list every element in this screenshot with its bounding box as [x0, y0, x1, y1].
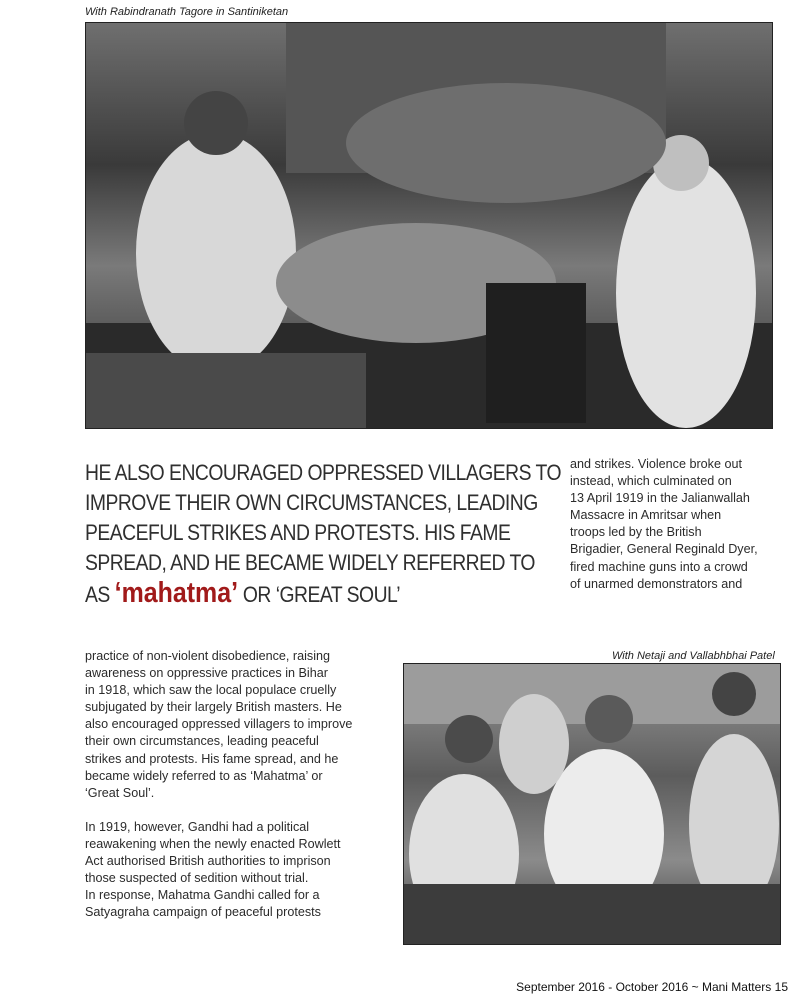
pull-quote-line: SPREAD, AND HE BECAME WIDELY REFERRED TO [85, 550, 535, 575]
pull-quote-line: IMPROVE THEIR OWN CIRCUMSTANCES, LEADING [85, 490, 538, 515]
left-column-text [85, 648, 385, 921]
text-line: strikes and protests. His fame spread, and he [85, 751, 339, 766]
text-line: Brigadier, General Reginald Dyer, [570, 542, 758, 557]
text-line: subjugated by their largely British masters. He [85, 700, 342, 715]
text-line: practice of non-violent disobedience, raising [85, 649, 331, 663]
text-line: Satyagraha campaign of peaceful protests [85, 905, 321, 920]
netaji-patel-photo [403, 663, 781, 945]
text-line: became widely referred to as ‘Mahatma’ or [85, 768, 323, 783]
text-line: reawakening when the newly enacted Rowlett [85, 836, 341, 851]
text-line: awareness on oppressive practices in Bihar [85, 666, 328, 681]
pull-quote-line: PEACEFUL STRIKES AND PROTESTS. HIS FAME [85, 520, 511, 545]
pull-quote-highlight: ‘mahatma’ [114, 577, 239, 609]
text-line: those suspected of sedition without trial. [85, 871, 309, 886]
bottom-photo-caption: With Netaji and Vallabhbhai Patel [612, 650, 775, 662]
pull-quote-line: HE ALSO ENCOURAGED OPPRESSED VILLAGERS TO [85, 460, 562, 485]
paragraph [85, 819, 385, 922]
text-line: In 1919, however, Gandhi had a political [85, 819, 310, 834]
text-line: 13 April 1919 in the Jalianwallah [570, 491, 750, 506]
pull-quote-last-line [85, 578, 556, 610]
text-line: their own circumstances, leading peaceful [85, 734, 319, 749]
text-line: In response, Mahatma Gandhi called for a [85, 888, 320, 903]
text-line: fired machine guns into a crowd [570, 559, 748, 574]
text-line: instead, which culminated on [570, 474, 732, 489]
page-footer: September 2016 - October 2016 ~ Mani Matters 15 [516, 980, 788, 994]
text-line: also encouraged oppressed villagers to improve [85, 717, 353, 732]
tagore-santiniketan-photo [85, 22, 773, 429]
text-line: Massacre in Amritsar when [570, 508, 722, 523]
pull-quote-suffix: OR ‘GREAT SOUL’ [238, 582, 401, 607]
text-line: troops led by the British [570, 525, 702, 540]
pull-quote [85, 458, 562, 610]
pull-quote-prefix: AS [85, 582, 115, 607]
text-line: of unarmed demonstrators and [570, 576, 743, 591]
text-line: ‘Great Soul’. [85, 785, 155, 800]
text-line: in 1918, which saw the local populace cruelly [85, 683, 337, 698]
top-photo-caption: With Rabindranath Tagore in Santiniketan [85, 6, 289, 18]
paragraph [85, 648, 385, 802]
right-column-text [570, 456, 770, 593]
text-line: and strikes. Violence broke out [570, 457, 742, 471]
text-line: Act authorised British authorities to imprison [85, 854, 331, 869]
